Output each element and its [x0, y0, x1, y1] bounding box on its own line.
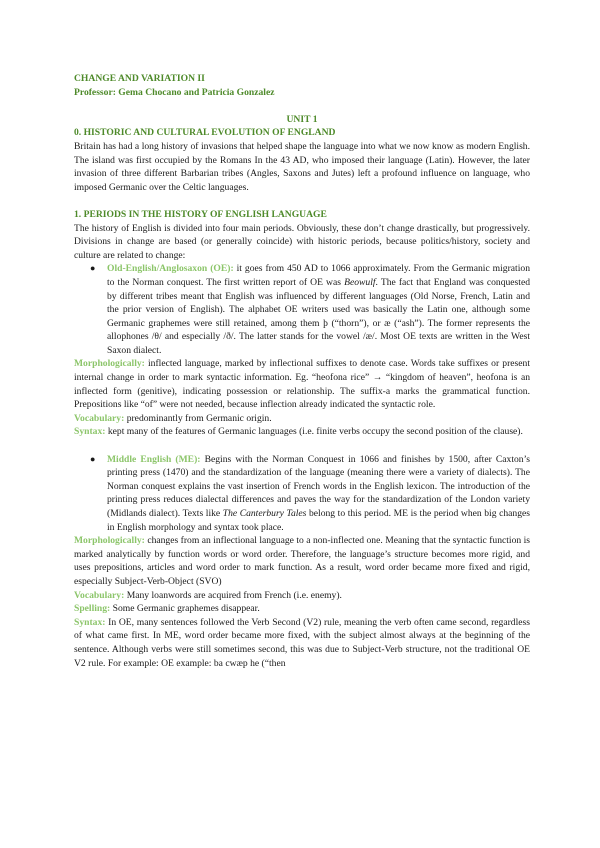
document-content	[74, 72, 530, 670]
oe-vocabulary	[74, 412, 530, 426]
oe-text-b: . The fact that England was conquested by different tribes meant that English was influenced by different languages (Old Norse, French, Latin and the prior version of English). The alphabet OE writers used was basically the Latin one, although some Germanic graphemes were still retained, among them þ (“thorn”), or æ (“ash”). The former represents the allophones /θ/ and especially /ð/. The latter stands for the vowel /æ/. Most OE texts are written in the West Saxon dialect.	[107, 276, 531, 356]
oe-text-a: it goes from 450 AD to 1066 approximately. From the Germanic migration to the Norman conquest. The first written report of OE was	[107, 263, 530, 288]
me-morph-text: changes from an inflectional language to a non-inflected one. Meaning that the syntactic function is marked analytically by function words or word order. Therefore, the language’s structure becomes more rigid, and uses prepositions, articles and word order to mark function. As a result, word order became more fixed and rigid, especially Subject-Verb-Object (SVO)	[74, 535, 530, 587]
list-item-old-english	[90, 262, 531, 357]
oe-vocab-text: predominantly from Germanic origin.	[124, 412, 272, 424]
oe-work-title: Beowulf	[344, 276, 376, 288]
oe-syntax-text: kept many of the features of Germanic languages (i.e. finite verbs occupy the second position of the clause).	[105, 426, 523, 438]
oe-morph-label: Morphologically:	[74, 358, 145, 370]
me-spell-text: Some Germanic graphemes disappear.	[110, 603, 260, 615]
me-morph-label: Morphologically:	[74, 535, 145, 547]
me-syntax	[74, 616, 530, 670]
spacer	[74, 194, 530, 208]
oe-syntax	[74, 425, 530, 439]
section-1-title: 1. PERIODS IN THE HISTORY OF ENGLISH LANGUAGE	[74, 208, 327, 220]
me-text-b: belong to this period. ME is the period when big changes in English morphology and syntax took place.	[107, 508, 530, 533]
section-0-text: Britain has had a long history of invasions that helped shape the language into what we now know as modern English. The island was first occupied by the Romans In the 43 AD, who imposed their language (Latin). However, the later invasion of three different Barbarian tribes (Angles, Saxons and Jutes) left a profound influence on language, who imposed Germanic over the Celtic languages.	[74, 140, 530, 193]
me-syntax-label: Syntax:	[74, 616, 106, 628]
section-1-intro: The history of English is divided into four main periods. Obviously, these don’t change drastically, but progressively. Divisions in change are based (or generally coincide) with historic periods, because politics/history, society and culture are related to change:	[74, 222, 530, 261]
oe-label: Old-English/Anglosaxon (OE):	[107, 263, 234, 275]
me-spelling	[74, 602, 530, 616]
oe-morph-text: inflected language, marked by inflectional suffixes to denote case. Words take suffixes or present internal change in order to mark syntactic information. Eg. “heofona rice” → “kingdom of heaven”, heofona is an inflected form (genitive), indicating possession or relationship. The suffix-a marks the grammatical function. Prepositions like “of” were not needed, because inflection already indicated the syntactic role.	[74, 358, 530, 411]
me-morphology	[74, 534, 530, 588]
oe-vocab-label: Vocabulary:	[74, 412, 125, 424]
professor-line: Professor: Gema Chocano and Patricia Gonzalez	[74, 86, 275, 98]
me-label: Middle English (ME):	[107, 453, 201, 465]
section-0-title: 0. HISTORIC AND CULTURAL EVOLUTION OF ENGLAND	[74, 127, 336, 139]
me-vocab-text: Many loanwords are acquired from French (i.e. enemy).	[124, 589, 342, 601]
course-title: CHANGE AND VARIATION II	[74, 73, 205, 84]
me-vocabulary	[74, 589, 530, 603]
me-text-a: Begins with the Norman Conquest in 1066 and finishes by 1500, after Caxton’s printing press (1470) and the standardization of the language (meaning there were a variety of dialects). The Norman conquest explains the vast insertion of French words in the English lexicon. The introduction of the printing press reduces dialectal differences and paves the way for the standardization of the London variety (Midlands dialect). Texts like	[107, 453, 530, 519]
me-syntax-text: In OE, many sentences followed the Verb Second (V2) rule, meaning the verb often came second, regardless of what came first. In ME, word order became more fixed, with the subject almost always at the beginning of the sentence. Although verbs were still sometimes second, this was due to Subject-Verb structure, not the traditional OE V2 rule. For example: OE example: ba cwæp he (“then	[74, 616, 530, 669]
me-vocab-label: Vocabulary:	[74, 589, 125, 601]
bullet-icon: ●	[90, 453, 96, 464]
list-item-middle-english	[90, 453, 530, 535]
spacer	[74, 439, 530, 453]
spacer	[74, 99, 530, 113]
oe-morphology	[74, 357, 530, 411]
unit-heading: UNIT 1	[286, 113, 318, 125]
bullet-icon: ●	[90, 263, 96, 274]
oe-syntax-label: Syntax:	[74, 426, 106, 438]
me-work-title: The Canterbury Tales	[222, 508, 307, 519]
me-spell-label: Spelling:	[74, 603, 111, 615]
